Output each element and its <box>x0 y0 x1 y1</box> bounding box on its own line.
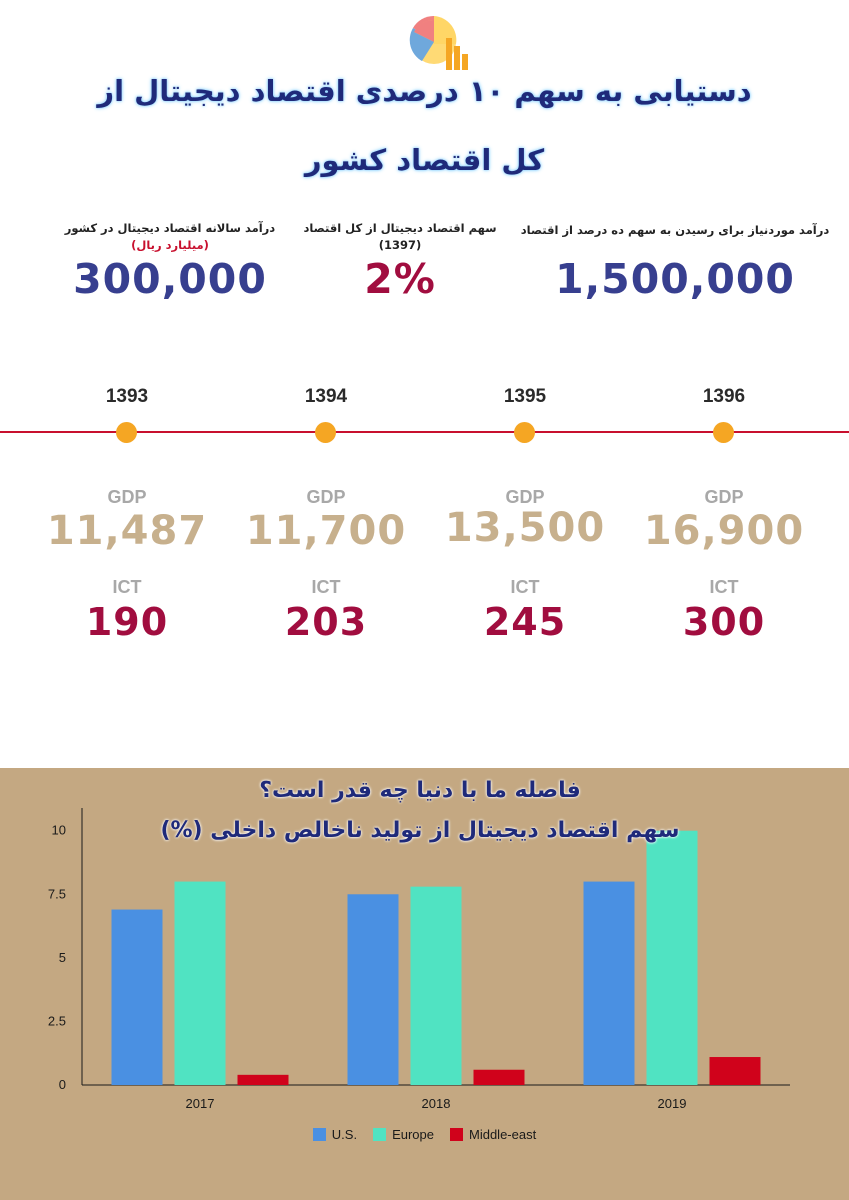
timeline-year: 1393 <box>105 386 149 407</box>
timeline-dot <box>514 422 535 443</box>
bar <box>411 887 462 1085</box>
bar <box>474 1070 525 1085</box>
legend-item <box>313 1127 357 1142</box>
chart-title: فاصله ما با دنیا چه قدر است؟ <box>259 778 581 803</box>
timeline-year: 1394 <box>304 386 348 407</box>
gdp-value: 13,500 <box>444 505 606 551</box>
chart-logo-icon <box>408 14 472 74</box>
timeline-year: 1395 <box>503 386 547 407</box>
chart-legend <box>0 1127 849 1142</box>
stat-label-annual-income: درآمد سالانه اقتصاد دیجیتال در کشور <box>64 221 276 235</box>
y-tick-label: 5 <box>58 949 66 965</box>
gdp-value: 11,700 <box>245 508 407 554</box>
ict-label: ICT <box>709 577 739 597</box>
stat-label-required-income: درآمد موردنیاز برای رسیدن به سهم ده درصد از اقتصاد <box>520 223 830 237</box>
ict-label: ICT <box>112 577 142 597</box>
gdp-value: 11,487 <box>46 508 208 554</box>
bar <box>647 831 698 1085</box>
x-tick-label: 2018 <box>421 1096 451 1111</box>
stat-sublabel-annual-income: (میلیارد ریال) <box>131 238 209 252</box>
y-tick-label: 0 <box>58 1077 66 1092</box>
timeline-year: 1396 <box>702 386 746 407</box>
timeline-dot <box>713 422 734 443</box>
page-title-line1: دستیابی به سهم ۱۰ درصدی اقتصاد دیجیتال از <box>97 74 752 108</box>
y-tick-label: 2.5 <box>47 1013 66 1029</box>
stat-label-digital-share: سهم اقتصاد دیجیتال از کل اقتصاد <box>303 221 497 235</box>
gdp-label: GDP <box>704 487 744 507</box>
legend-label: U.S. <box>331 1127 358 1142</box>
page-title-line2: کل اقتصاد کشور <box>304 143 545 177</box>
gdp-label: GDP <box>107 487 147 507</box>
legend-swatch <box>450 1128 463 1141</box>
gdp-value: 16,900 <box>643 508 805 554</box>
ict-value: 203 <box>284 600 368 644</box>
bar <box>710 1057 761 1085</box>
legend-item <box>373 1127 434 1142</box>
bar <box>112 910 163 1085</box>
stat-sublabel-digital-share: (1397) <box>378 238 422 252</box>
gdp-label: GDP <box>505 487 545 507</box>
legend-label: Middle-east <box>469 1127 537 1142</box>
bar <box>584 882 635 1085</box>
chart-subtitle: سهم اقتصاد دیجیتال از تولید ناخالص داخلی (%) <box>160 818 680 843</box>
y-tick-label: 7.5 <box>47 886 66 902</box>
gdp-label: GDP <box>306 487 346 507</box>
ict-value: 300 <box>682 600 766 644</box>
ict-value: 190 <box>85 600 169 644</box>
stat-value-annual-income: 300,000 <box>73 255 267 303</box>
y-tick-label: 10 <box>51 822 66 838</box>
ict-label: ICT <box>510 577 540 597</box>
x-tick-label: 2017 <box>185 1096 215 1111</box>
timeline-dot <box>315 422 336 443</box>
stat-value-required-income: 1,500,000 <box>555 255 795 303</box>
bar <box>348 894 399 1085</box>
legend-swatch <box>373 1128 386 1141</box>
bar <box>175 882 226 1085</box>
ict-value: 245 <box>483 600 567 644</box>
timeline-dot <box>116 422 137 443</box>
x-tick-label: 2019 <box>657 1096 687 1111</box>
legend-swatch <box>313 1128 326 1141</box>
legend-label: Europe <box>392 1127 434 1142</box>
stat-value-digital-share: 2% <box>364 255 436 303</box>
stat-sublabel-annual-income-wrap <box>40 237 300 253</box>
bar <box>238 1075 289 1085</box>
legend-item <box>450 1127 536 1142</box>
ict-label: ICT <box>311 577 341 597</box>
